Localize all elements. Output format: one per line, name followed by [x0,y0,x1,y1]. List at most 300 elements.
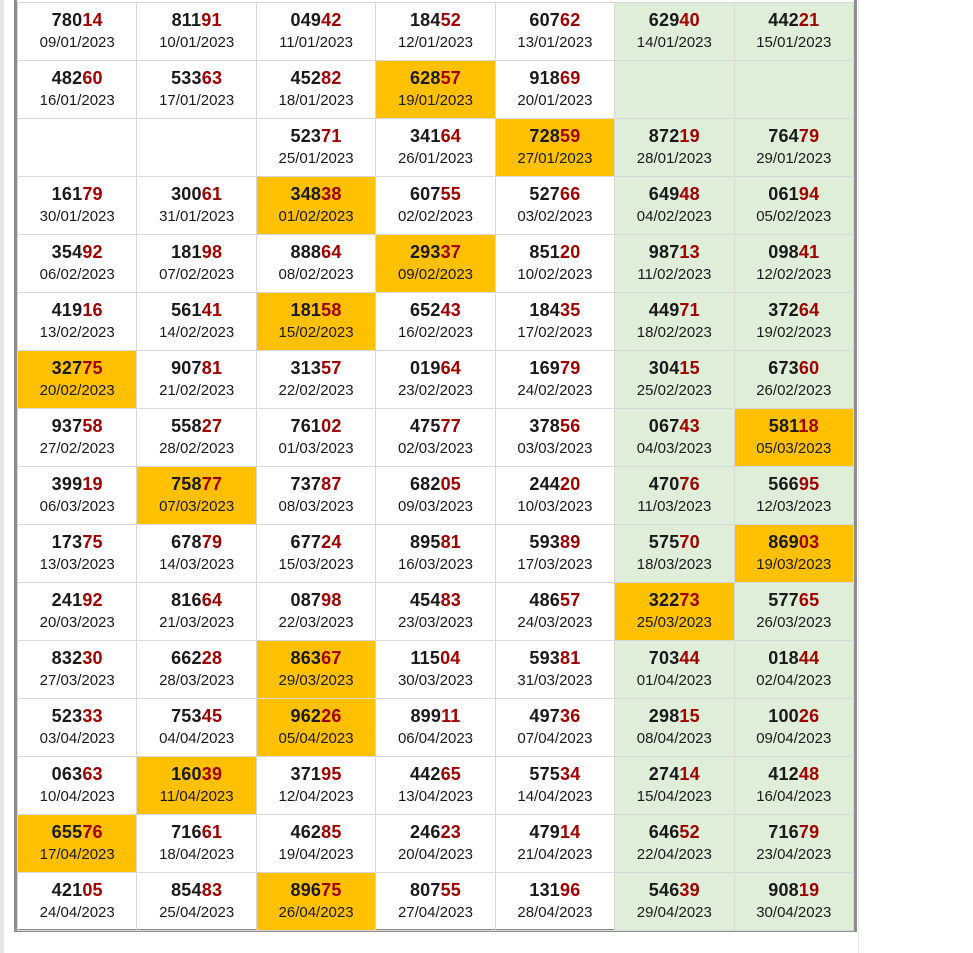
result-date: 21/03/2023 [159,614,235,631]
result-number [496,242,614,262]
number-prefix: 354 [51,242,83,262]
result-cell [256,873,375,931]
result-number [735,880,853,900]
result-cell [256,61,375,119]
number-suffix: 92 [82,590,103,610]
number-prefix: 293 [409,242,441,262]
number-prefix: 274 [648,764,680,784]
result-date: 09/02/2023 [397,266,474,283]
result-cell [137,815,256,873]
number-prefix: 533 [171,68,202,88]
result-number [496,126,614,146]
number-suffix: 76 [679,474,700,494]
result-cell [256,351,375,409]
result-cell [376,61,495,119]
result-date: 20/03/2023 [39,614,115,631]
number-prefix: 908 [768,880,799,900]
result-number [376,184,494,204]
number-suffix: 79 [82,184,103,204]
result-cell [137,757,256,815]
number-suffix: 48 [798,764,820,784]
result-cell [495,583,614,641]
result-number [735,300,853,320]
number-suffix: 81 [201,358,223,378]
result-cell [18,583,137,641]
result-number [615,706,733,726]
number-prefix: 728 [529,126,560,146]
result-number [18,648,136,668]
result-number [137,590,255,610]
result-cell [495,815,614,873]
number-suffix: 64 [440,358,461,378]
number-suffix: 61 [201,822,223,842]
result-date: 29/04/2023 [636,904,712,921]
number-suffix: 55 [440,184,461,204]
number-prefix: 869 [768,532,799,552]
number-suffix: 44 [798,648,820,668]
number-suffix: 40 [679,10,700,30]
number-suffix: 98 [201,242,223,262]
number-suffix: 60 [82,68,103,88]
result-cell [137,525,256,583]
number-suffix: 20 [560,474,581,494]
number-prefix: 872 [648,126,680,146]
result-cell [615,177,734,235]
result-cell [495,757,614,815]
number-suffix: 30 [82,648,103,668]
number-suffix: 52 [679,822,700,842]
result-number [735,822,853,842]
number-prefix: 896 [290,880,322,900]
result-cell [734,351,853,409]
result-date: 16/01/2023 [39,92,115,109]
result-cell [615,815,734,873]
number-suffix: 89 [560,532,581,552]
result-cell [734,699,853,757]
number-prefix: 807 [409,880,441,900]
result-number [735,126,853,146]
result-cell [495,409,614,467]
result-date: 12/02/2023 [756,266,832,283]
result-number [18,532,136,552]
number-suffix: 75 [82,532,103,552]
number-prefix: 298 [648,706,680,726]
number-prefix: 160 [171,764,202,784]
result-date: 10/04/2023 [39,788,115,805]
result-number [137,532,255,552]
result-cell [256,3,375,61]
results-table-body [18,3,854,931]
result-date: 23/04/2023 [756,846,832,863]
number-prefix: 737 [290,474,322,494]
result-number [376,242,494,262]
number-prefix: 758 [171,474,202,494]
number-prefix: 371 [290,764,322,784]
result-number [735,242,853,262]
result-cell [734,525,853,583]
result-number [137,822,255,842]
number-prefix: 575 [648,532,680,552]
number-suffix: 04 [440,648,461,668]
result-date: 02/03/2023 [397,440,474,457]
result-date: 03/04/2023 [39,730,115,747]
number-prefix: 662 [171,648,202,668]
result-number [496,10,614,30]
result-date: 04/04/2023 [159,730,235,747]
result-cell [18,61,137,119]
result-date: 18/01/2023 [278,92,354,109]
result-cell [734,119,853,177]
number-suffix: 36 [560,706,581,726]
result-number [496,532,614,552]
result-number [496,416,614,436]
result-date: 15/02/2023 [278,324,354,341]
number-prefix: 184 [409,10,441,30]
number-prefix: 593 [529,648,560,668]
result-number [376,648,494,668]
number-prefix: 575 [529,764,560,784]
result-number [496,706,614,726]
number-suffix: 45 [201,706,223,726]
result-cell [495,177,614,235]
number-suffix: 38 [321,184,342,204]
result-cell [376,177,495,235]
number-suffix: 35 [560,300,581,320]
number-prefix: 419 [51,300,83,320]
number-prefix: 412 [768,764,799,784]
number-prefix: 063 [51,764,83,784]
number-suffix: 57 [560,590,581,610]
number-prefix: 399 [51,474,83,494]
result-cell [376,409,495,467]
number-suffix: 19 [798,880,820,900]
number-prefix: 470 [648,474,680,494]
result-date: 08/04/2023 [636,730,712,747]
number-suffix: 60 [798,358,820,378]
result-date: 16/02/2023 [397,324,474,341]
result-cell [734,3,853,61]
number-suffix: 71 [679,300,700,320]
number-suffix: 28 [201,648,223,668]
result-number [376,706,494,726]
result-cell [18,757,137,815]
result-number [376,880,494,900]
number-suffix: 43 [679,416,700,436]
result-number [615,648,733,668]
result-cell [18,293,137,351]
number-prefix: 304 [648,358,680,378]
number-prefix: 895 [409,532,441,552]
result-number [735,10,853,30]
result-number [18,358,136,378]
result-cell [256,467,375,525]
result-number [137,416,255,436]
result-cell [137,873,256,931]
result-number [257,764,375,784]
result-cell [495,525,614,583]
result-date: 24/04/2023 [39,904,115,921]
result-cell [734,583,853,641]
result-number [137,242,255,262]
result-number [615,358,733,378]
result-number [137,706,255,726]
number-prefix: 421 [51,880,83,900]
number-prefix: 764 [768,126,799,146]
result-cell [615,873,734,931]
number-prefix: 646 [648,822,680,842]
result-cell [137,293,256,351]
result-date: 06/02/2023 [39,266,115,283]
number-prefix: 899 [410,706,442,726]
result-date: 19/03/2023 [756,556,832,573]
result-date: 08/02/2023 [278,266,354,283]
number-prefix: 131 [529,880,560,900]
number-prefix: 067 [648,416,680,436]
number-prefix: 018 [768,648,799,668]
result-date: 16/04/2023 [756,788,832,805]
result-date: 04/03/2023 [636,440,712,457]
result-date: 19/01/2023 [397,92,474,109]
number-suffix: 14 [560,822,581,842]
result-date: 13/04/2023 [397,788,474,805]
number-prefix: 161 [51,184,83,204]
result-date: 13/02/2023 [39,324,115,341]
result-date: 25/03/2023 [636,614,712,631]
number-suffix: 69 [560,68,581,88]
table-row [18,235,854,293]
result-date: 07/04/2023 [517,730,593,747]
number-prefix: 087 [290,590,322,610]
number-suffix: 71 [321,126,342,146]
result-date: 04/02/2023 [636,208,712,225]
result-date: 18/04/2023 [159,846,235,863]
number-prefix: 479 [529,822,560,842]
number-prefix: 322 [648,590,680,610]
result-date: 21/02/2023 [159,382,235,399]
table-row [18,409,854,467]
result-cell [18,641,137,699]
result-date: 11/01/2023 [279,34,354,51]
number-suffix: 37 [440,242,461,262]
number-suffix: 18 [798,416,819,436]
number-prefix: 678 [171,532,202,552]
number-suffix: 79 [201,532,223,552]
result-number [257,822,375,842]
result-number [137,764,255,784]
result-date: 08/03/2023 [278,498,354,515]
number-suffix: 64 [798,300,820,320]
result-cell [615,409,734,467]
table-row [18,699,854,757]
result-cell [256,235,375,293]
number-prefix: 888 [290,242,322,262]
number-prefix: 677 [290,532,322,552]
result-number [18,880,136,900]
result-number [615,184,733,204]
result-number [735,590,853,610]
number-prefix: 716 [768,822,799,842]
result-date: 07/03/2023 [159,498,235,515]
number-suffix: 75 [321,880,342,900]
result-cell [615,119,734,177]
result-number [18,474,136,494]
number-suffix: 57 [440,68,461,88]
result-number [257,474,375,494]
table-row [18,757,854,815]
result-number [257,242,375,262]
result-cell [734,467,853,525]
result-number [376,358,494,378]
result-cell [137,351,256,409]
number-suffix: 41 [201,300,223,320]
result-date: 03/02/2023 [517,208,593,225]
result-date: 20/01/2023 [517,92,593,109]
number-prefix: 019 [409,358,441,378]
result-date: 14/03/2023 [159,556,235,573]
result-date: 10/01/2023 [159,34,235,51]
result-number [735,706,853,726]
result-cell [376,583,495,641]
result-cell [376,467,495,525]
result-cell [137,467,256,525]
result-number [376,68,494,88]
result-date: 31/01/2023 [159,208,235,225]
number-suffix: 48 [679,184,700,204]
result-cell [615,293,734,351]
result-cell [18,409,137,467]
result-date: 30/01/2023 [39,208,115,225]
result-date: 23/02/2023 [397,382,474,399]
result-cell [615,3,734,61]
result-number [257,416,375,436]
number-prefix: 703 [648,648,680,668]
number-prefix: 673 [768,358,799,378]
result-date: 07/02/2023 [159,266,235,283]
result-date: 27/01/2023 [517,150,593,167]
result-cell [137,177,256,235]
number-suffix: 77 [440,416,461,436]
number-prefix: 682 [409,474,441,494]
number-suffix: 23 [440,822,461,842]
result-date: 02/02/2023 [397,208,474,225]
result-number [18,764,136,784]
result-cell [137,699,256,757]
number-prefix: 442 [409,764,441,784]
number-prefix: 561 [171,300,202,320]
number-prefix: 327 [51,358,83,378]
result-number [376,474,494,494]
result-number [496,764,614,784]
number-suffix: 67 [321,648,342,668]
result-number [735,764,853,784]
result-cell [256,699,375,757]
table-row [18,525,854,583]
number-suffix: 79 [798,126,820,146]
number-suffix: 33 [82,706,103,726]
result-date: 09/01/2023 [39,34,115,51]
result-cell [256,177,375,235]
number-suffix: 64 [321,242,342,262]
result-date: 10/03/2023 [517,498,593,515]
result-date: 22/04/2023 [636,846,712,863]
result-date: 20/02/2023 [39,382,115,399]
result-number [18,416,136,436]
result-date: 11/02/2023 [637,266,712,283]
result-date: 22/02/2023 [278,382,354,399]
result-number [615,532,733,552]
result-date: 01/03/2023 [278,440,354,457]
result-number [376,764,494,784]
result-cell [734,815,853,873]
number-suffix: 05 [440,474,461,494]
number-prefix: 918 [529,68,560,88]
result-date: 28/02/2023 [159,440,235,457]
result-cell [137,61,256,119]
result-date: 19/02/2023 [756,324,832,341]
number-prefix: 449 [648,300,680,320]
result-number [496,822,614,842]
result-number [735,532,853,552]
result-number [257,590,375,610]
result-date: 26/04/2023 [278,904,354,921]
number-prefix: 181 [171,242,202,262]
result-number [137,184,255,204]
result-cell [18,699,137,757]
number-suffix: 58 [321,300,342,320]
result-cell [615,525,734,583]
result-date: 26/01/2023 [397,150,474,167]
result-number [615,416,733,436]
number-suffix: 95 [798,474,820,494]
result-cell [495,641,614,699]
number-prefix: 100 [768,706,799,726]
number-suffix: 15 [679,358,700,378]
result-cell [376,873,495,931]
result-number [137,10,255,30]
table-row [18,351,854,409]
result-date: 26/02/2023 [756,382,832,399]
result-date: 24/02/2023 [517,382,593,399]
result-cell [376,641,495,699]
result-cell [256,583,375,641]
result-cell [376,525,495,583]
result-date: 11/04/2023 [159,788,234,805]
result-cell [137,641,256,699]
number-prefix: 527 [529,184,560,204]
result-cell [495,699,614,757]
result-date: 25/01/2023 [278,150,354,167]
number-suffix: 52 [440,10,461,30]
number-suffix: 34 [560,764,581,784]
number-suffix: 70 [679,532,700,552]
result-number [496,648,614,668]
number-prefix: 313 [290,358,322,378]
result-date: 30/04/2023 [756,904,832,921]
result-number [18,590,136,610]
number-suffix: 66 [560,184,581,204]
result-cell [18,3,137,61]
result-date: 01/02/2023 [278,208,354,225]
number-prefix: 173 [51,532,83,552]
table-row [18,293,854,351]
result-date: 18/02/2023 [636,324,712,341]
number-suffix: 21 [798,10,820,30]
result-number [18,706,136,726]
result-cell [18,235,137,293]
number-prefix: 546 [648,880,680,900]
number-prefix: 061 [768,184,799,204]
result-date: 12/01/2023 [397,34,474,51]
